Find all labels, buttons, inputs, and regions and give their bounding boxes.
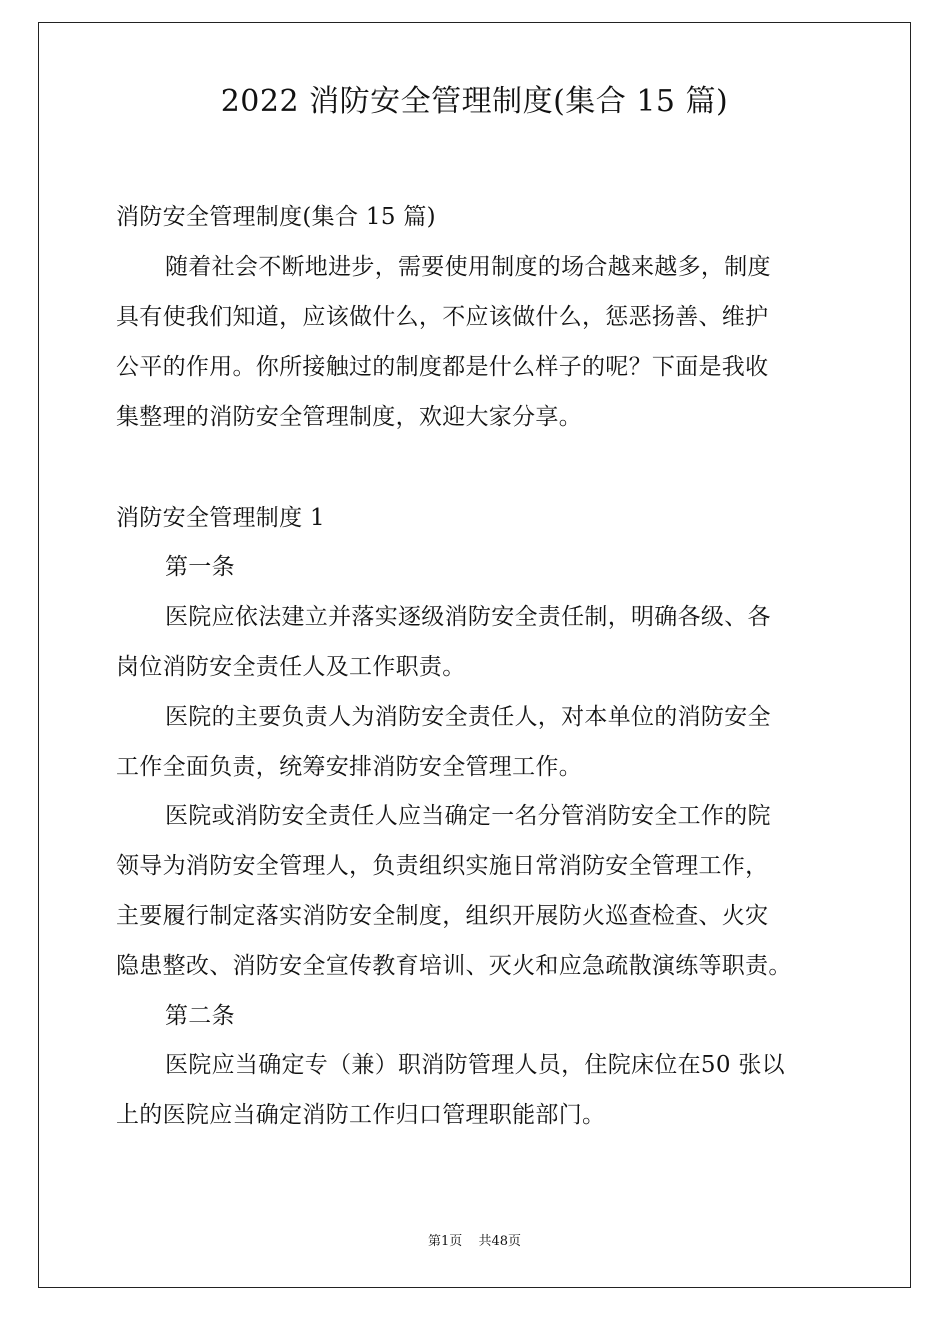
page-total: 共48页 — [478, 1234, 521, 1249]
page-number: 第1页 — [428, 1234, 463, 1249]
paragraph-line: 医院或消防安全责任人应当确定一名分管消防安全工作的院 — [165, 803, 771, 829]
intro-line: 具有使我们知道，应该做什么，不应该做什么，惩恶扬善、维护 — [116, 304, 769, 330]
intro-line: 随着社会不断地进步，需要使用制度的场合越来越多，制度 — [165, 254, 771, 280]
paragraph-line: 隐患整改、消防安全宣传教育培训、灭火和应急疏散演练等职责。 — [116, 953, 792, 979]
document-subtitle: 消防安全管理制度(集合 15 篇) — [116, 204, 436, 230]
paragraph-line: 领导为消防安全管理人，负责组织实施日常消防安全管理工作， — [116, 853, 769, 879]
paragraph-line: 医院应依法建立并落实逐级消防安全责任制，明确各级、各 — [165, 604, 771, 630]
page-footer — [38, 1234, 911, 1250]
paragraph-line: 工作全面负责，统筹安排消防安全管理工作。 — [116, 754, 582, 780]
intro-line: 公平的作用。你所接触过的制度都是什么样子的呢？下面是我收 — [116, 354, 769, 380]
paragraph-line: 主要履行制定落实消防安全制度，组织开展防火巡查检查、火灾 — [116, 903, 769, 929]
paragraph-line: 岗位消防安全责任人及工作职责。 — [116, 654, 466, 680]
intro-line: 集整理的消防安全管理制度，欢迎大家分享。 — [116, 404, 582, 430]
section-heading: 消防安全管理制度 1 — [116, 505, 325, 531]
document-title: 2022 消防安全管理制度(集合 15 篇) — [220, 84, 729, 119]
article-heading: 第一条 — [165, 554, 235, 580]
article-heading: 第二条 — [165, 1003, 235, 1029]
paragraph-line: 医院应当确定专（兼）职消防管理人员，住院床位在50 张以 — [165, 1052, 785, 1078]
paragraph-line: 上的医院应当确定消防工作归口管理职能部门。 — [116, 1102, 606, 1128]
paragraph-line: 医院的主要负责人为消防安全责任人，对本单位的消防安全 — [165, 704, 771, 730]
